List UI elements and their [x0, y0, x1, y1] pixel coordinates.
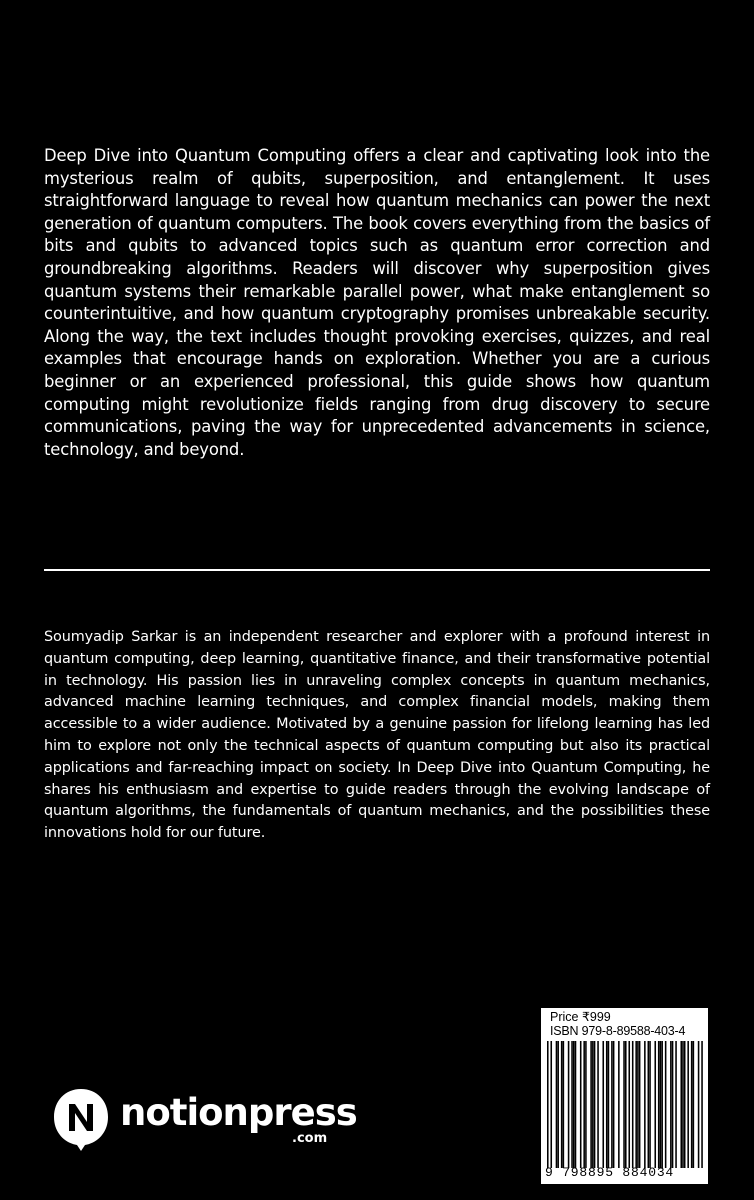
isbn-barcode-box [541, 1008, 708, 1184]
section-divider [44, 569, 710, 571]
author-bio: Soumyadip Sarkar is an independent researcher and explorer with a profound interest in quantum computing, deep learning, quantitative finance, and their transformative potential in technology. His passion lies in unraveling complex concepts in quantum mechanics, advanced machine learning techniques, and complex financial models, making them accessible to a wider audience. Motivated by a genuine passion for lifelong learning has led him to explore not only the technical aspects of quantum computing but also its practical applications and far-reaching impact on society. In Deep Dive into Quantum Computing, he shares his enthusiasm and expertise to guide readers through the evolving landscape of quantum algorithms, the fundamentals of quantum mechanics, and the possibilities these innovations hold for our future. [44, 629, 710, 842]
price-label: Price ₹999 [550, 1010, 611, 1024]
isbn-label: ISBN 979-8-89588-403-4 [550, 1024, 686, 1038]
publisher-domain-suffix: .com [292, 1131, 328, 1146]
notionpress-badge-icon [52, 1087, 110, 1153]
barcode-digits: 9 798895 884034 [545, 1165, 675, 1180]
barcode-icon [547, 1041, 703, 1168]
publisher-logo [52, 1087, 357, 1159]
publisher-wordmark: notionpress [120, 1091, 357, 1134]
book-synopsis: Deep Dive into Quantum Computing offers a clear and captivating look into the mysterious realm of qubits, superposition, and entanglement. It uses straightforward language to reveal how quantum mechanics can power the next generation of quantum computers. The book covers everything from the basics of bits and qubits to advanced topics such as quantum error correction and groundbreaking algorithms. Readers will discover why superposition gives quantum systems their remarkable parallel power, what make entanglement so counterintuitive, and how quantum cryptography promises unbreakable security. Along the way, the text includes thought provoking exercises, quizzes, and real examples that encourage hands on exploration. Whether you are a curious beginner or an experienced professional, this guide shows how quantum computing might revolutionize fields ranging from drug discovery to secure communications, paving the way for unprecedented advancements in science, technology, and beyond. [44, 146, 710, 459]
